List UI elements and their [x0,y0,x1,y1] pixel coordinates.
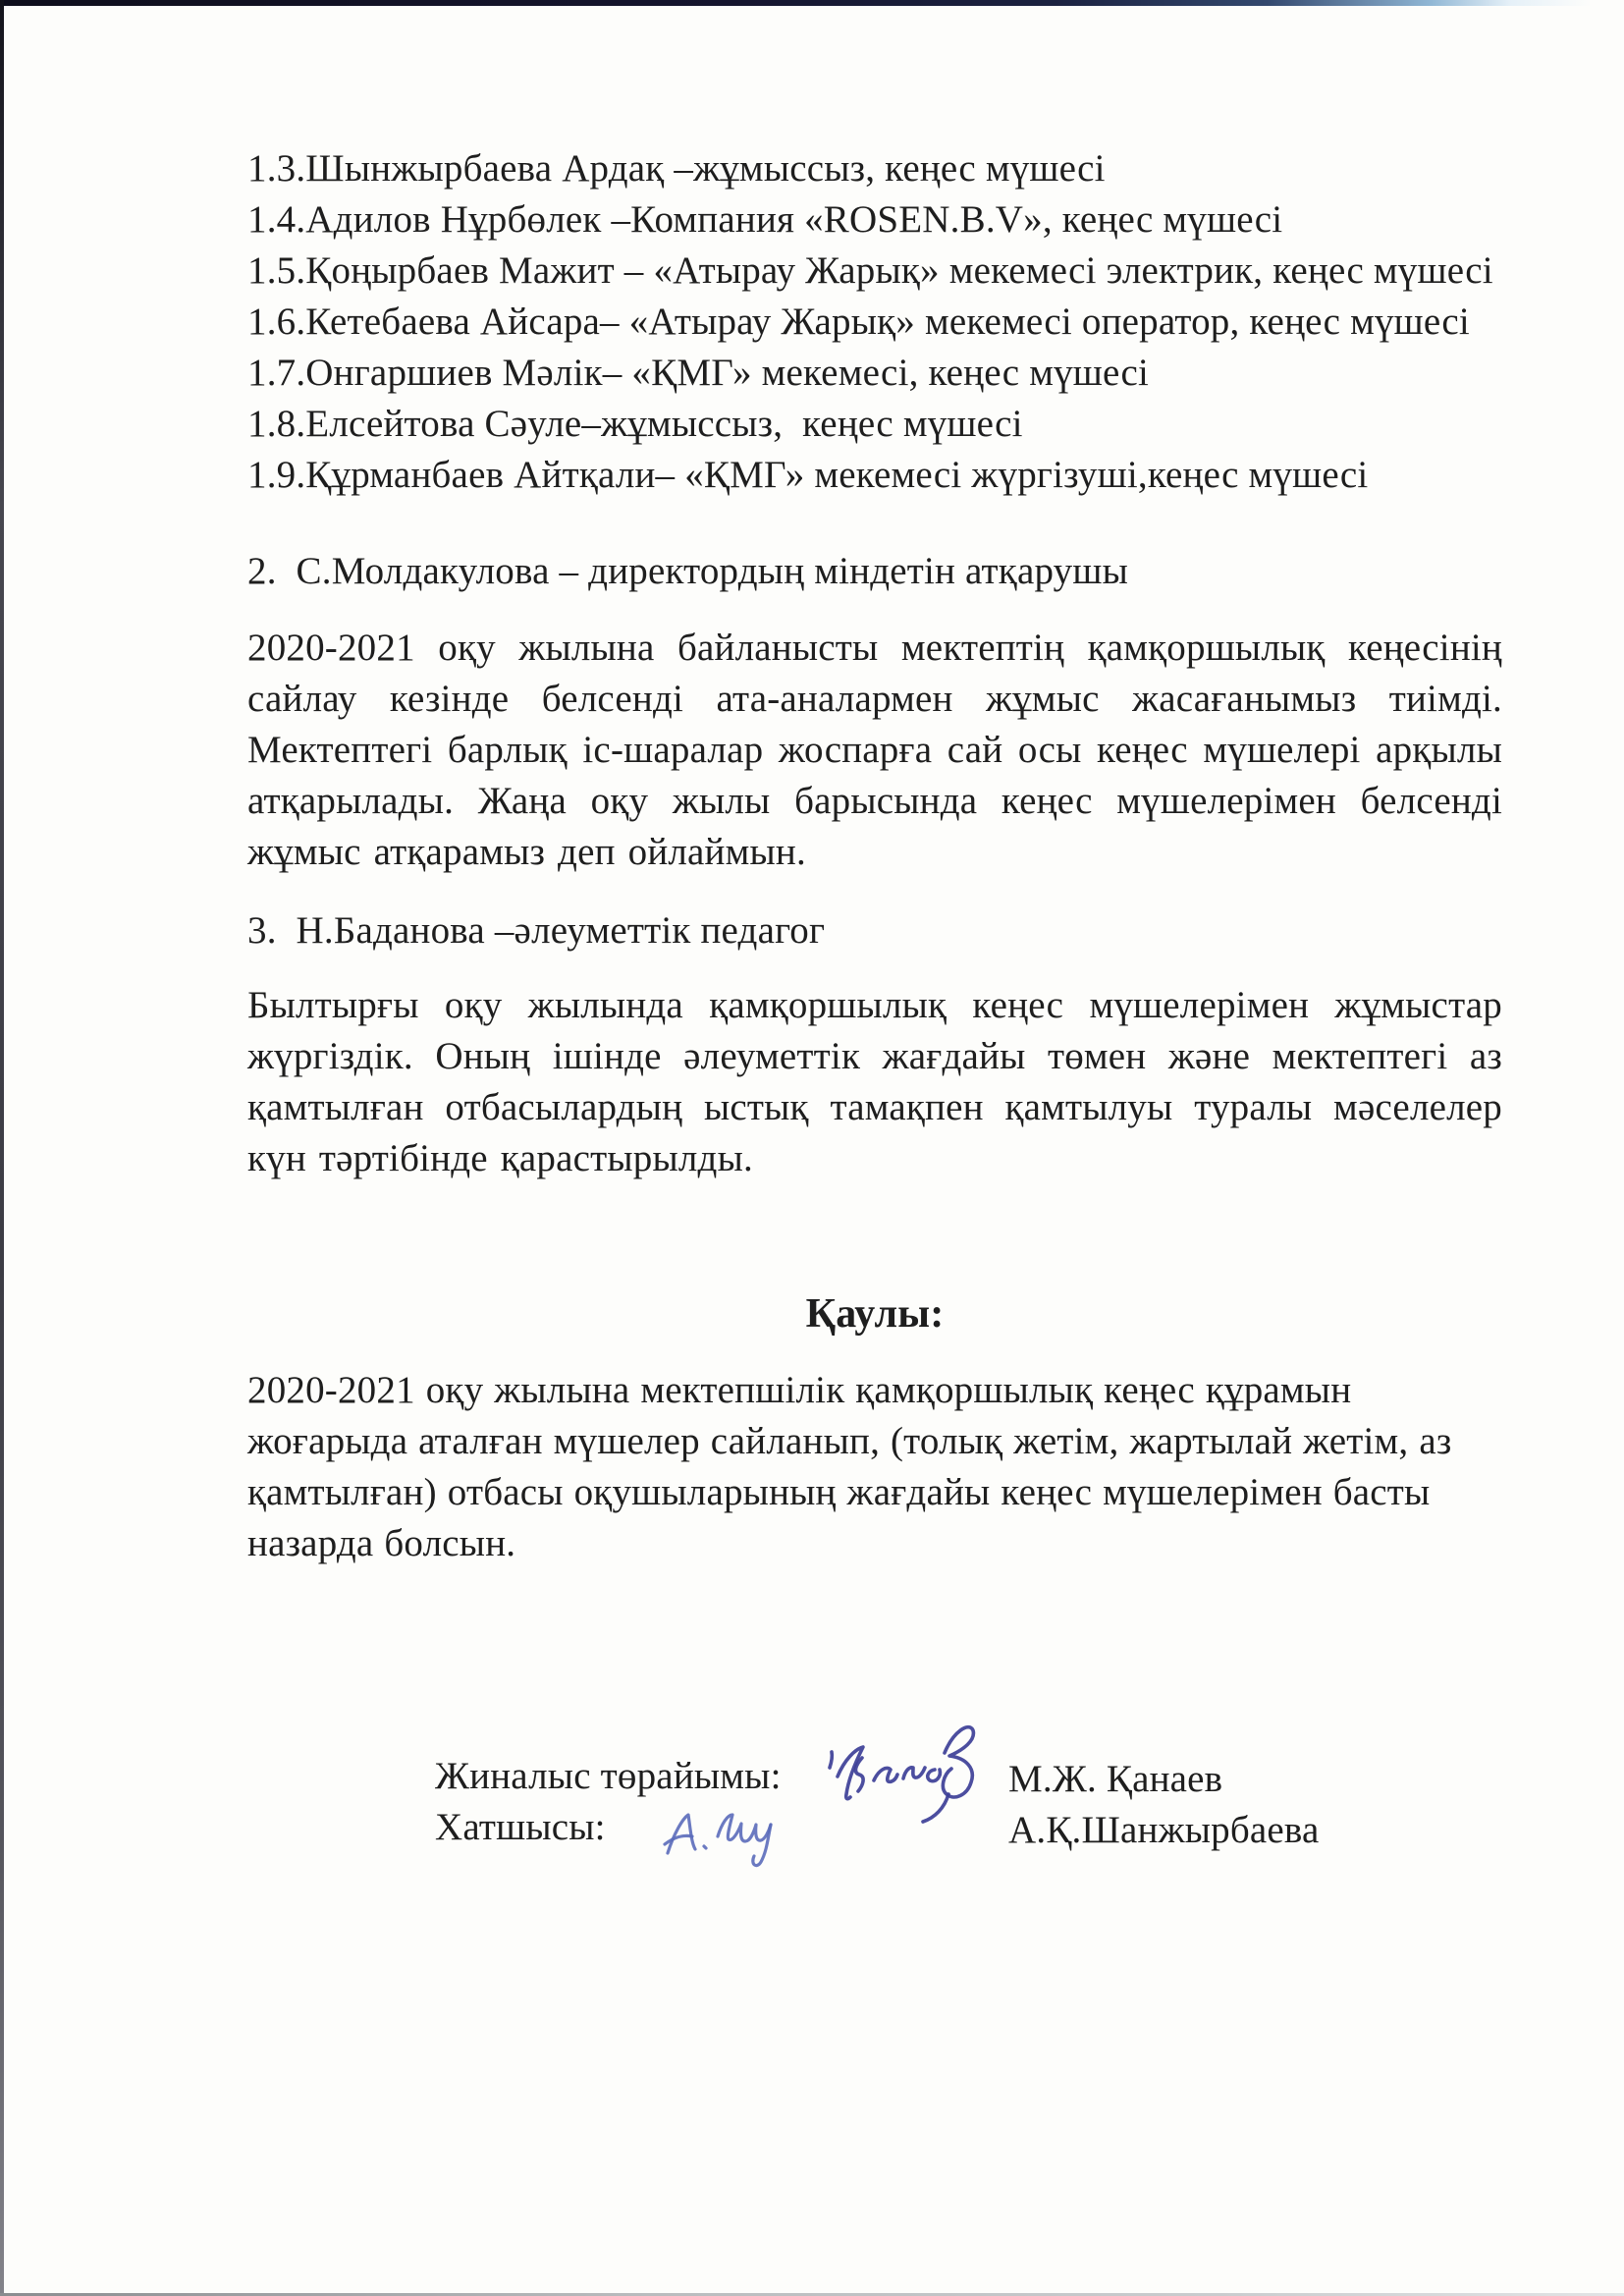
chair-signature-ink [823,1714,990,1830]
agenda-item-3-paragraph: Былтырғы оқу жылында қамқоршылық кеңес мүшелерімен жұмыстар жүргіздік. Оның ішінде әлеуметтік жағдайы төмен және мектептегі аз қамтылған отбасылардың ыстық тамақпен қамтылуы туралы мәселелер күн тәртібінде қарастырылды. [247,984,1502,1179]
member-list-item: 1.9.Құрманбаев Айтқали– «ҚМГ» мекемесі жүргізуші,кеңес мүшесі [247,454,1369,496]
secretary-signature-ink [656,1802,813,1881]
scan-edge-left [0,0,4,2296]
chair-name: М.Ж. Қанаев [1008,1758,1223,1800]
member-list-item: 1.4.Адилов Нұрбөлек –Компания «ROSEN.B.V», кеңес мүшесі [247,198,1283,241]
scan-edge-top [0,0,1624,6]
agenda-item-2-heading: 2. С.Молдакулова – директордың міндетін атқарушы [247,550,1128,592]
agenda-item-2-paragraph: 2020-2021 оқу жылына байланысты мектептің қамқоршылық кеңесінің сайлау кезінде белсенді ата-аналармен жұмыс жасағанымыз тиімді. Мектептегі барлық іс-шаралар жоспарға сай осы кеңес мүшелері арқылы атқарылады. Жаңа оқу жылы барысында кеңес мүшелерімен белсенді жұмыс атқарамыз деп ойлаймын. [247,627,1502,873]
member-list-item: 1.5.Қоңырбаев Мажит – «Атырау Жарық» мекемесі электрик, кеңес мүшесі [247,249,1493,292]
secretary-label: Хатшысы: [435,1806,606,1848]
signature-names [1008,1754,1558,1856]
council-members-list [247,143,1502,501]
member-list-item: 1.6.Кетебаева Айсара– «Атырау Жарық» мекемесі оператор, кеңес мүшесі [247,301,1470,343]
resolution-heading: Қаулы: [805,1291,945,1337]
secretary-name: А.Қ.Шанжырбаева [1008,1809,1320,1851]
member-list-item: 1.7.Онгаршиев Мәлік– «ҚМГ» мекемесі, кеңес мүшесі [247,352,1150,394]
member-list-item: 1.8.Елсейтова Сәуле–жұмыссыз, кеңес мүшесі [247,403,1023,445]
agenda-item-3-heading: 3. Н.Баданова –әлеуметтік педагог [247,909,826,952]
chair-label: Жиналыс төрайымы: [435,1755,782,1797]
member-list-item: 1.3.Шынжырбаева Ардақ –жұмыссыз, кеңес мүшесі [247,147,1106,190]
resolution-paragraph: 2020-2021 оқу жылына мектепшілік қамқоршылық кеңес құрамын жоғарыда аталған мүшелер сайланып, (толық жетім, жартылай жетім, аз қамтылған) отбасы оқушыларының жағдайы кеңес мүшелерімен басты назарда болсын. [247,1369,1452,1564]
